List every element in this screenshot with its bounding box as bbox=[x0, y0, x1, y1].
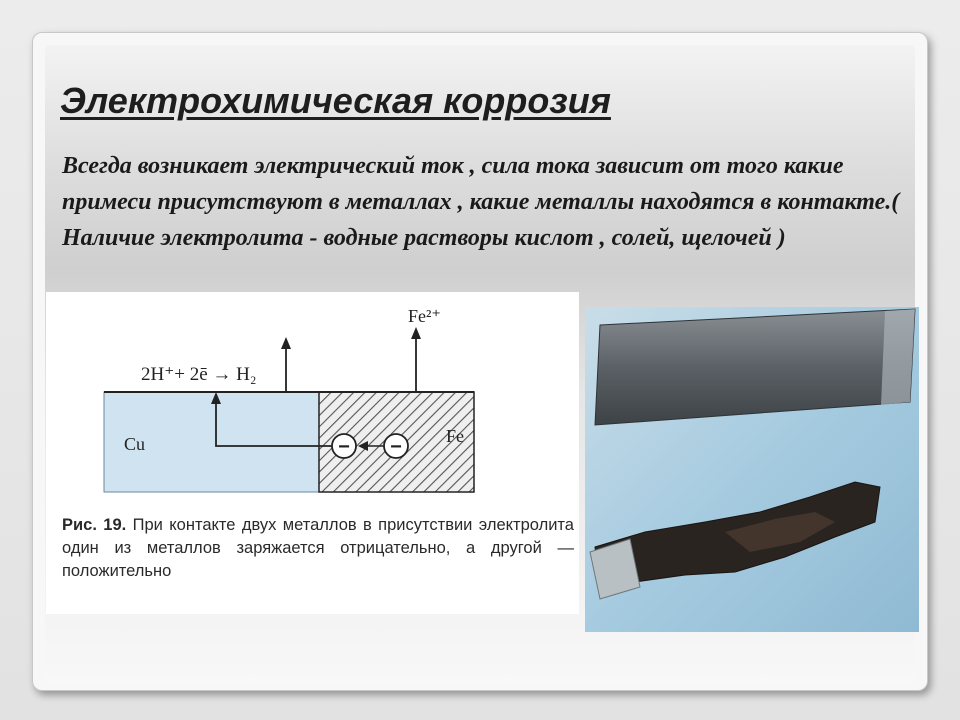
electron-right-sign: − bbox=[390, 436, 402, 458]
slide-body-text: Всегда возникает электрический ток , сила тока зависит от того какие примеси присутствуют в металлах , какие металлы находятся в контакте.( Наличие электролита - водные растворы кислот , солей, щелочей ) bbox=[62, 153, 900, 251]
reaction-label: 2H⁺+ 2ē → H₂ bbox=[141, 364, 257, 385]
iron-ion-label: Fe²⁺ bbox=[408, 306, 441, 326]
electron-left-sign: − bbox=[338, 436, 350, 458]
intact-strip-edge bbox=[881, 309, 915, 405]
caption-text: При контакте двух металлов в присутствии электролита один из металлов заряжается отрицательно, а другой — положительно bbox=[62, 516, 574, 580]
iron-ion-arrowhead bbox=[411, 327, 421, 339]
copper-label: Cu bbox=[124, 434, 146, 454]
caption-number: Рис. 19. bbox=[62, 516, 127, 534]
figure-caption bbox=[62, 514, 574, 583]
iron-label: Fe bbox=[446, 426, 464, 446]
corroded-metal-photo bbox=[585, 307, 919, 632]
photo-graphic bbox=[585, 307, 919, 632]
slide-title: Электрохимическая коррозия bbox=[60, 80, 611, 121]
corrosion-diagram bbox=[46, 292, 579, 614]
hydrogen-arrowhead bbox=[281, 337, 291, 349]
